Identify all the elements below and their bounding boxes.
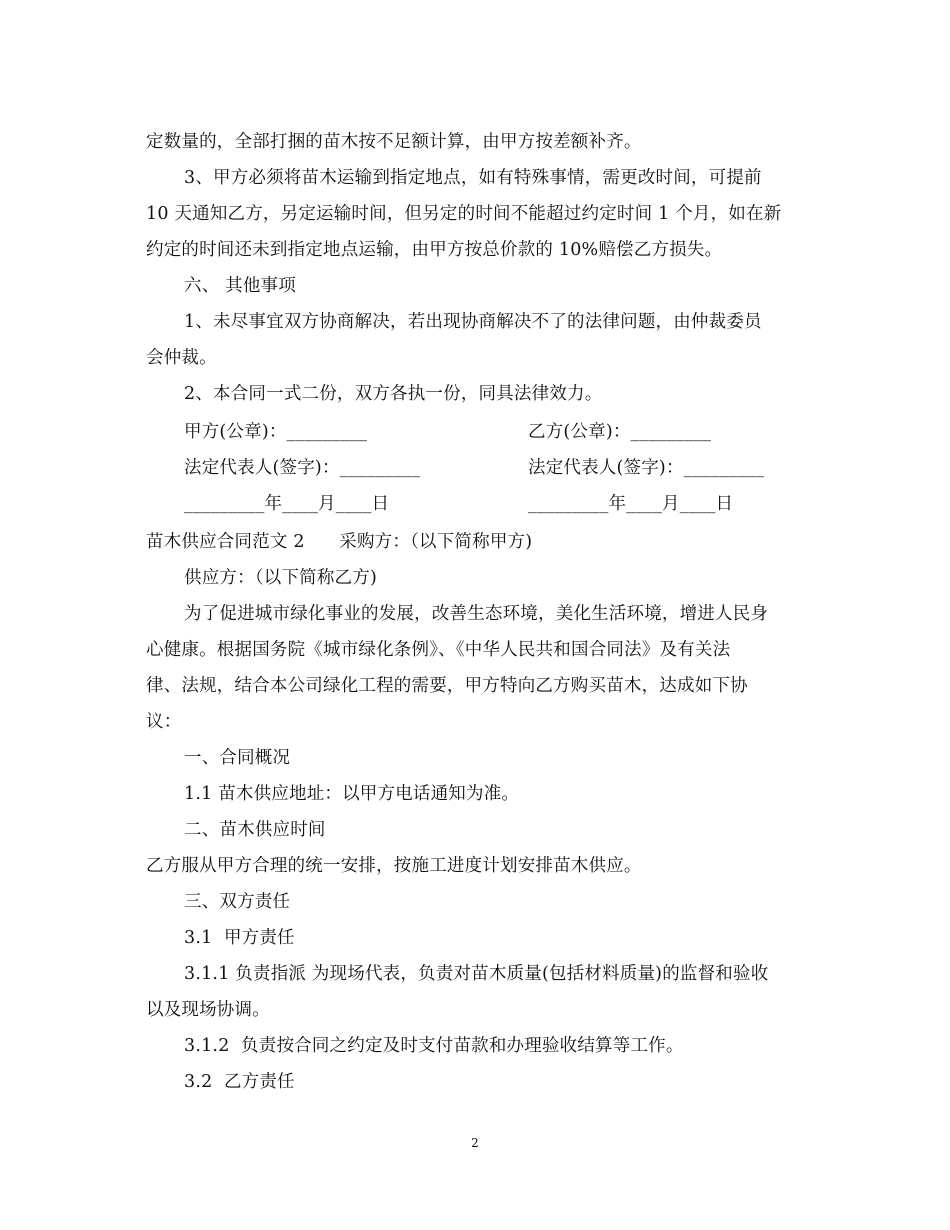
paragraph-line: 约定的时间还未到指定地点运输，由甲方按总价款的 10%赔偿乙方损失。 [146,240,723,260]
paragraph-line: 1.1 苗木供应地址：以甲方电话通知为准。 [184,784,520,804]
paragraph-line: 乙方服从甲方合理的统一安排，按施工进度计划安排苗木供应。 [146,856,642,876]
section-heading: 六、 其他事项 [184,276,296,296]
paragraph-line: 定数量的，全部打捆的苗木按不足额计算，由甲方按差额补齐。 [146,132,642,152]
party-a-representative-field: 法定代表人(签字)：_________ [184,458,421,478]
paragraph-line: 供应方：（以下简称乙方) [184,568,377,588]
paragraph-line: 3.1.2 负责按合同之约定及时支付苗款和办理验收结算等工作。 [184,1036,684,1056]
section-heading: 三、双方责任 [184,892,291,912]
paragraph-line: 律、法规，结合本公司绿化工程的需要，甲方特向乙方购买苗木，达成如下协 [146,676,748,696]
party-b-representative-field: 法定代表人(签字)：_________ [528,458,765,478]
paragraph-line: 3.1.1 负责指派 为现场代表，负责对苗木质量(包括材料质量)的监督和验收 [184,964,769,984]
section-heading: 二、苗木供应时间 [184,820,326,840]
subsection-heading: 3.2 乙方责任 [184,1072,295,1092]
document-subtitle: 苗木供应合同范文 2 采购方：（以下简称甲方) [146,532,533,552]
subsection-heading: 3.1 甲方责任 [184,928,295,948]
section-heading: 一、合同概况 [184,748,291,768]
paragraph-line: 为了促进城市绿化事业的发展，改善生态环境，美化生活环境，增进人民身 [184,604,769,624]
paragraph-line: 以及现场协调。 [146,1000,270,1020]
page-number: 2 [471,1136,479,1150]
paragraph-line: 10 天通知乙方，另定运输时间，但另定的时间不能超过约定时间 1 个月，如在新 [146,204,782,224]
party-a-seal-field: 甲方(公章)：_________ [184,422,368,442]
paragraph-line: 会仲裁。 [146,348,217,368]
party-a-date-field: _________年____月____日 [184,494,390,514]
party-b-seal-field: 乙方(公章)：_________ [528,422,712,442]
paragraph-line: 议： [146,712,182,732]
paragraph-line: 心健康。根据国务院《城市绿化条例》、《中华人民共和国合同法》及有关法 [146,640,731,660]
paragraph-line: 3、甲方必须将苗木运输到指定地点，如有特殊事情，需更改时间，可提前 [184,168,762,188]
paragraph-line: 1、未尽事宜双方协商解决，若出现协商解决不了的法律问题，由仲裁委员 [184,312,762,332]
paragraph-line: 2、本合同一式二份，双方各执一份，同具法律效力。 [184,384,603,404]
party-b-date-field: _________年____月____日 [528,494,734,514]
